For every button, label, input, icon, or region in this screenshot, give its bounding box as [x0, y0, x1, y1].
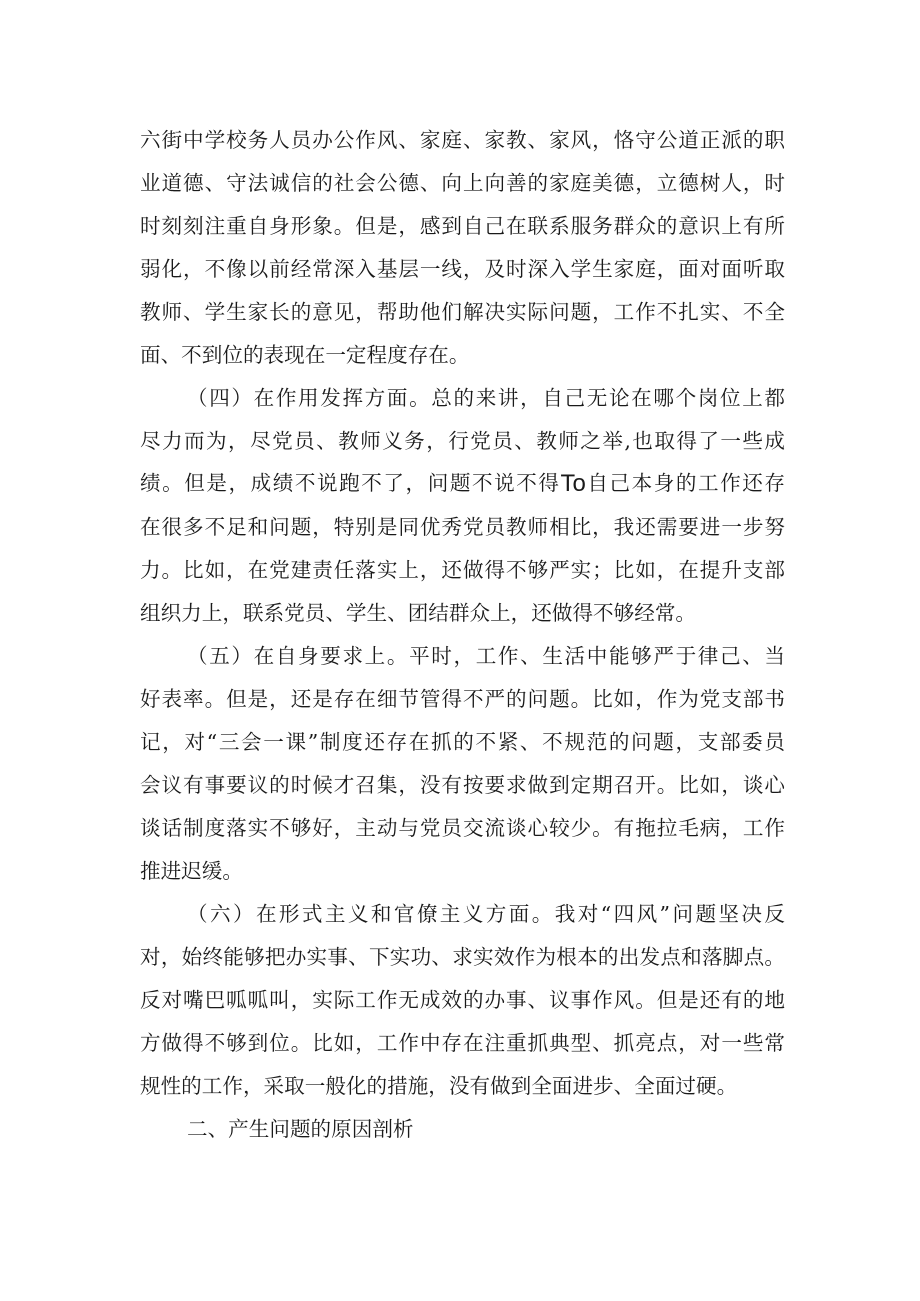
- paragraph-2-line-6: 组织力上，联系党员、学生、团结群众上，还做得不够经常。: [140, 601, 697, 625]
- paragraph-3-line-4: 会议有事要议的时候才召集，没有按要求做到定期召开。比如，谈心: [140, 773, 785, 797]
- paragraph-2-line-3-head: 绩。但是，成绩不说跑不了，问题不说不得: [140, 471, 561, 495]
- paragraph-1-line-4: 弱化，不像以前经常深入基层一线，及时深入学生家庭，面对面听取: [140, 257, 785, 281]
- paragraph-2-line-1: （四）在作用发挥方面。总的来讲，自己无论在哪个岗位上都: [187, 386, 785, 410]
- paragraph-3-line-2: 好表率。但是，还是存在细节管得不严的问题。比如，作为党支部书: [140, 687, 785, 711]
- paragraph-4-line-1: （六）在形式主义和官僚主义方面。我对“四风”问题坚决反: [187, 902, 785, 926]
- paragraph-1-line-3: 时刻刻注重自身形象。但是，感到自己在联系服务群众的意识上有所: [140, 214, 785, 238]
- paragraph-2-line-4: 在很多不足和问题，特别是同优秀党员教师相比，我还需要进一步努: [140, 515, 785, 539]
- paragraph-2-line-2: 尽力而为，尽党员、教师义务，行党员、教师之举,也取得了一些成: [140, 429, 785, 453]
- section-heading: 二、产生问题的原因剖析: [187, 1117, 414, 1141]
- paragraph-1-line-6: 面、不到位的表现在一定程度存在。: [140, 343, 470, 367]
- paragraph-4-line-3: 反对嘴巴呱呱叫，实际工作无成效的办事、议事作风。但是还有的地: [140, 988, 785, 1012]
- paragraph-3-line-3: 记，对“三会一课”制度还存在抓的不紧、不规范的问题，支部委员: [140, 730, 785, 754]
- paragraph-1-line-1: 六街中学校务人员办公作风、家庭、家教、家风，恪守公道正派的职: [140, 128, 785, 152]
- paragraph-1-line-5: 教师、学生家长的意见，帮助他们解决实际问题，工作不扎实、不全: [140, 300, 785, 324]
- inline-to-mark: To: [560, 470, 586, 497]
- paragraph-3-line-1: （五）在自身要求上。平时，工作、生活中能够严于律己、当: [187, 644, 785, 668]
- paragraph-1-line-2: 业道德、守法诚信的社会公德、向上向善的家庭美德，立德树人，时: [140, 171, 785, 195]
- paragraph-4-line-5: 规性的工作，采取一般化的措施，没有做到全面进步、全面过硬。: [140, 1074, 738, 1098]
- paragraph-4-line-4: 方做得不够到位。比如，工作中存在注重抓典型、抓亮点，对一些常: [140, 1031, 785, 1055]
- paragraph-2-line-3-tail: 自己本身的工作还存: [585, 471, 785, 495]
- paragraph-3-line-6: 推进迟缓。: [140, 859, 243, 883]
- paragraph-2-line-5: 力。比如，在党建责任落实上，还做得不够严实；比如，在提升支部: [140, 558, 785, 582]
- paragraph-2-line-3: [140, 472, 785, 496]
- paragraph-4-line-2: 对，始终能够把办实事、下实功、求实效作为根本的出发点和落脚点。: [140, 945, 785, 969]
- paragraph-3-line-5: 谈话制度落实不够好，主动与党员交流谈心较少。有拖拉毛病，工作: [140, 816, 785, 840]
